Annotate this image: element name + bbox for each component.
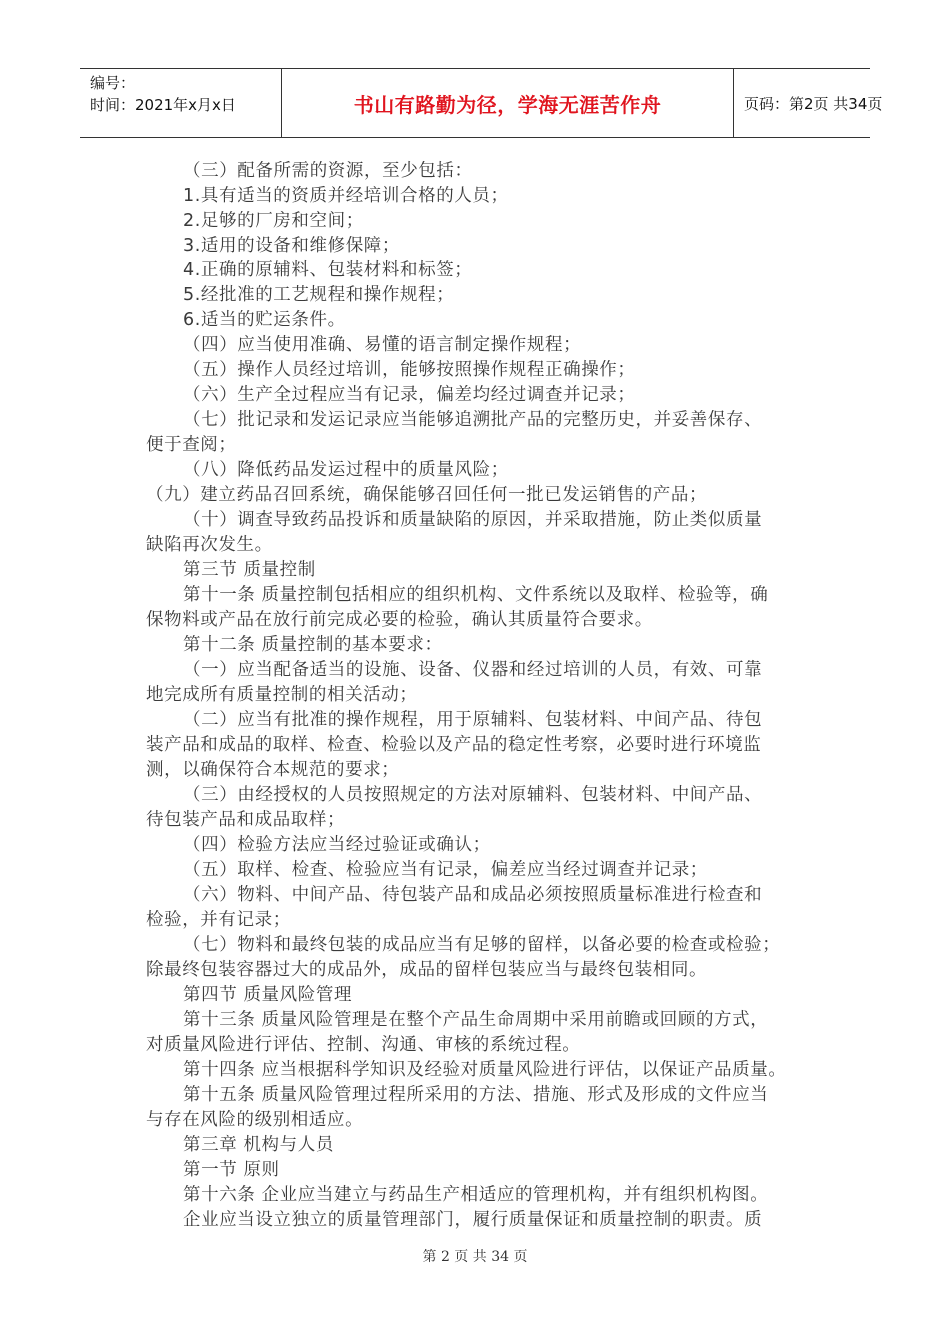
text-line: 测，以确保符合本规范的要求； [146, 760, 400, 780]
text-line: 1.具有适当的资质并经培训合格的人员； [183, 186, 509, 206]
text-line: （十）调查导致药品投诉和质量缺陷的原因，并采取措施，防止类似质量 [183, 510, 763, 530]
text-line: （二）应当有批准的操作规程，用于原辅料、包装材料、中间产品、待包 [183, 710, 763, 730]
text-line: （五）操作人员经过培训，能够按照操作规程正确操作； [183, 360, 636, 380]
text-line: 3.适用的设备和维修保障； [183, 236, 400, 256]
header-meta [80, 69, 282, 137]
page-header [80, 68, 883, 138]
text-line: 保物料或产品在放行前完成必要的检验，确认其质量符合要求。 [146, 610, 653, 630]
text-line: 装产品和成品的取样、检查、检验以及产品的稳定性考察，必要时进行环境监 [146, 735, 762, 755]
chapter-heading: 第三章 机构与人员 [183, 1135, 334, 1155]
text-line: 检验，并有记录； [146, 910, 291, 930]
text-line: （一）应当配备适当的设施、设备、仪器和经过培训的人员，有效、可靠 [183, 660, 763, 680]
text-line: 对质量风险进行评估、控制、沟通、审核的系统过程。 [146, 1035, 581, 1055]
text-line: 5.经批准的工艺规程和操作规程； [183, 285, 455, 305]
page-footer: 第 2 页 共 34 页 [422, 1249, 528, 1265]
text-line: （三）配备所需的资源，至少包括： [183, 161, 473, 181]
text-line: （七）批记录和发运记录应当能够追溯批产品的完整历史，并妥善保存、 [183, 410, 763, 430]
text-line: 6.适当的贮运条件。 [183, 310, 346, 330]
text-line: 第十一条 质量控制包括相应的组织机构、文件系统以及取样、检验等，确 [183, 585, 769, 605]
text-line: （九）建立药品召回系统，确保能够召回任何一批已发运销售的产品； [146, 485, 708, 505]
text-line: 第十六条 企业应当建立与药品生产相适应的管理机构，并有组织机构图。 [183, 1185, 769, 1205]
text-line: （四）检验方法应当经过验证或确认； [183, 835, 491, 855]
header-motto: 书山有路勤为径，学海无涯苦作舟 [282, 69, 734, 137]
text-line: 第十五条 质量风险管理过程所采用的方法、措施、形式及形成的文件应当 [183, 1085, 769, 1105]
text-line: 4.正确的原辅料、包装材料和标签； [183, 260, 473, 280]
text-line: 地完成所有质量控制的相关活动； [146, 685, 418, 705]
text-line: （六）生产全过程应当有记录，偏差均经过调查并记录； [183, 385, 636, 405]
text-line: 便于查阅； [146, 435, 237, 455]
text-line: 与存在风险的级别相适应。 [146, 1110, 364, 1130]
text-line: 第十四条 应当根据科学知识及经验对质量风险进行评估，以保证产品质量。 [183, 1060, 787, 1080]
text-line: 企业应当设立独立的质量管理部门，履行质量保证和质量控制的职责。质 [183, 1210, 763, 1230]
time-label: 时间：2021年x月x日 [90, 96, 236, 114]
text-line: （六）物料、中间产品、待包装产品和成品必须按照质量标准进行检查和 [183, 885, 763, 905]
section-heading: 第一节 原则 [183, 1160, 280, 1180]
text-line: 缺陷再次发生。 [146, 535, 273, 555]
serial-label: 编号： [90, 74, 136, 92]
text-line: 待包装产品和成品取样； [146, 810, 346, 830]
text-line: （七）物料和最终包装的成品应当有足够的留样，以备必要的检查或检验； [183, 935, 781, 955]
header-page-code: 页码：第2页 共34页 [744, 94, 883, 113]
text-line: 2.足够的厂房和空间； [183, 211, 364, 231]
section-heading: 第三节 质量控制 [183, 560, 316, 580]
text-line: 第十二条 质量控制的基本要求： [183, 635, 443, 655]
text-line: （八）降低药品发运过程中的质量风险； [183, 460, 509, 480]
text-line: （四）应当使用准确、易懂的语言制定操作规程； [183, 335, 582, 355]
section-heading: 第四节 质量风险管理 [183, 985, 353, 1005]
text-line: 除最终包装容器过大的成品外，成品的留样包装应当与最终包装相同。 [146, 960, 708, 980]
text-line: （五）取样、检查、检验应当有记录，偏差应当经过调查并记录； [183, 860, 708, 880]
text-line: （三）由经授权的人员按照规定的方法对原辅料、包装材料、中间产品、 [183, 785, 763, 805]
text-line: 第十三条 质量风险管理是在整个产品生命周期中采用前瞻或回顾的方式， [183, 1010, 769, 1030]
